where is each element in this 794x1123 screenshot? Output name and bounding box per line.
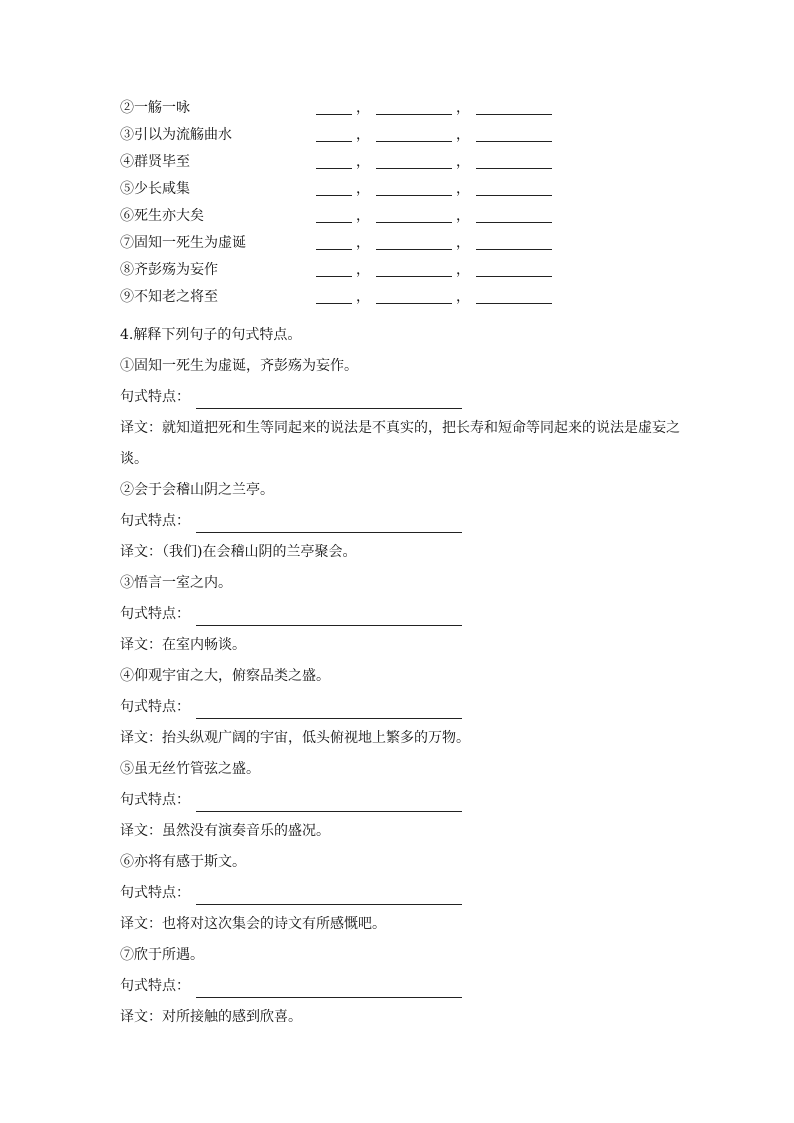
comma: ， <box>456 181 470 197</box>
question-title: 4.解释下列句子的句式特点。 <box>120 327 302 343</box>
answer-blank[interactable] <box>376 208 452 223</box>
sentence: ①固知一死生为虚诞，齐彭殇为妄作。 <box>120 358 358 374</box>
translation: 译文：就知道把死和生等同起来的说法是不真实的，把长寿和短命等同起来的说法是虚妄之谈。 <box>120 420 680 467</box>
vocab-row <box>120 229 680 256</box>
feature-row <box>120 599 690 630</box>
comma: ， <box>356 181 370 197</box>
feature-label: 句式特点： <box>120 978 190 994</box>
answer-blank[interactable] <box>476 181 552 196</box>
answer-blank[interactable] <box>316 100 352 115</box>
feature-row <box>120 692 690 723</box>
vocab-row <box>120 175 680 202</box>
sentence: ⑤虽无丝竹管弦之盛。 <box>120 761 260 777</box>
vocab-row <box>120 121 680 148</box>
comma: ， <box>456 235 470 251</box>
feature-label: 句式特点： <box>120 606 190 622</box>
answer-blank[interactable] <box>316 154 352 169</box>
comma: ， <box>456 289 470 305</box>
answer-blanks <box>316 99 552 121</box>
vocab-term: ⑦固知一死生为虚诞 <box>120 235 246 251</box>
answer-blank[interactable] <box>316 208 352 223</box>
vocabulary-exercise <box>120 94 680 310</box>
answer-blank[interactable] <box>476 127 552 142</box>
sentence: ②会于会稽山阴之兰亭。 <box>120 482 274 498</box>
feature-answer-blank[interactable] <box>196 979 462 998</box>
feature-answer-blank[interactable] <box>196 793 462 812</box>
feature-row <box>120 785 690 816</box>
comma: ， <box>356 262 370 278</box>
comma: ， <box>456 262 470 278</box>
feature-label: 句式特点： <box>120 389 190 405</box>
comma: ， <box>356 208 370 224</box>
answer-blank[interactable] <box>476 100 552 115</box>
vocab-row <box>120 94 680 121</box>
vocab-term: ⑨不知老之将至 <box>120 289 218 305</box>
vocab-term: ⑤少长咸集 <box>120 181 190 197</box>
translation: 译文：虽然没有演奏音乐的盛况。 <box>120 823 330 839</box>
vocab-term: ⑧齐彭殇为妄作 <box>120 262 218 278</box>
answer-blanks <box>316 207 552 229</box>
feature-answer-blank[interactable] <box>196 390 462 409</box>
vocab-row <box>120 148 680 175</box>
answer-blank[interactable] <box>376 100 452 115</box>
answer-blanks <box>316 288 552 310</box>
sentence: ⑦欣于所遇。 <box>120 947 204 963</box>
answer-blank[interactable] <box>316 289 352 304</box>
vocab-row <box>120 256 680 283</box>
feature-answer-blank[interactable] <box>196 607 462 626</box>
translation: 译文：对所接触的感到欣喜。 <box>120 1009 302 1025</box>
sentence: ⑥亦将有感于斯文。 <box>120 854 246 870</box>
comma: ， <box>456 208 470 224</box>
vocab-term: ③引以为流觞曲水 <box>120 127 232 143</box>
feature-label: 句式特点： <box>120 885 190 901</box>
answer-blank[interactable] <box>376 289 452 304</box>
answer-blank[interactable] <box>476 208 552 223</box>
answer-blank[interactable] <box>316 262 352 277</box>
answer-blanks <box>316 153 552 175</box>
feature-answer-blank[interactable] <box>196 886 462 905</box>
feature-answer-blank[interactable] <box>196 700 462 719</box>
answer-blank[interactable] <box>376 235 452 250</box>
comma: ， <box>356 100 370 116</box>
comma: ， <box>356 235 370 251</box>
translation: 译文：抬头纵观广阔的宇宙，低头俯视地上繁多的万物。 <box>120 730 470 746</box>
vocab-term: ⑥死生亦大矣 <box>120 208 204 224</box>
feature-row <box>120 878 690 909</box>
feature-row <box>120 971 690 1002</box>
translation: 译文：也将对这次集会的诗文有所感慨吧。 <box>120 916 386 932</box>
sentence-pattern-exercise <box>120 320 690 1033</box>
answer-blank[interactable] <box>476 262 552 277</box>
answer-blank[interactable] <box>376 127 452 142</box>
answer-blank[interactable] <box>476 289 552 304</box>
translation: 译文：在室内畅谈。 <box>120 637 246 653</box>
translation: 译文：（我们)在会稽山阴的兰亭聚会。 <box>120 544 357 560</box>
feature-label: 句式特点： <box>120 699 190 715</box>
answer-blank[interactable] <box>316 181 352 196</box>
sentence: ③悟言一室之内。 <box>120 575 232 591</box>
answer-blanks <box>316 261 552 283</box>
comma: ， <box>356 127 370 143</box>
feature-answer-blank[interactable] <box>196 514 462 533</box>
answer-blank[interactable] <box>376 181 452 196</box>
comma: ， <box>356 289 370 305</box>
answer-blank[interactable] <box>316 235 352 250</box>
vocab-row <box>120 283 680 310</box>
comma: ， <box>456 154 470 170</box>
comma: ， <box>456 100 470 116</box>
answer-blank[interactable] <box>476 154 552 169</box>
feature-label: 句式特点： <box>120 792 190 808</box>
sentence: ④仰观宇宙之大，俯察品类之盛。 <box>120 668 330 684</box>
feature-label: 句式特点： <box>120 513 190 529</box>
answer-blank[interactable] <box>376 262 452 277</box>
answer-blanks <box>316 180 552 202</box>
answer-blank[interactable] <box>376 154 452 169</box>
feature-row <box>120 382 690 413</box>
answer-blanks <box>316 126 552 148</box>
comma: ， <box>456 127 470 143</box>
comma: ， <box>356 154 370 170</box>
vocab-term: ④群贤毕至 <box>120 154 190 170</box>
vocab-row <box>120 202 680 229</box>
feature-row <box>120 506 690 537</box>
answer-blank[interactable] <box>476 235 552 250</box>
answer-blank[interactable] <box>316 127 352 142</box>
answer-blanks <box>316 234 552 256</box>
vocab-term: ②一觞一咏 <box>120 100 190 116</box>
